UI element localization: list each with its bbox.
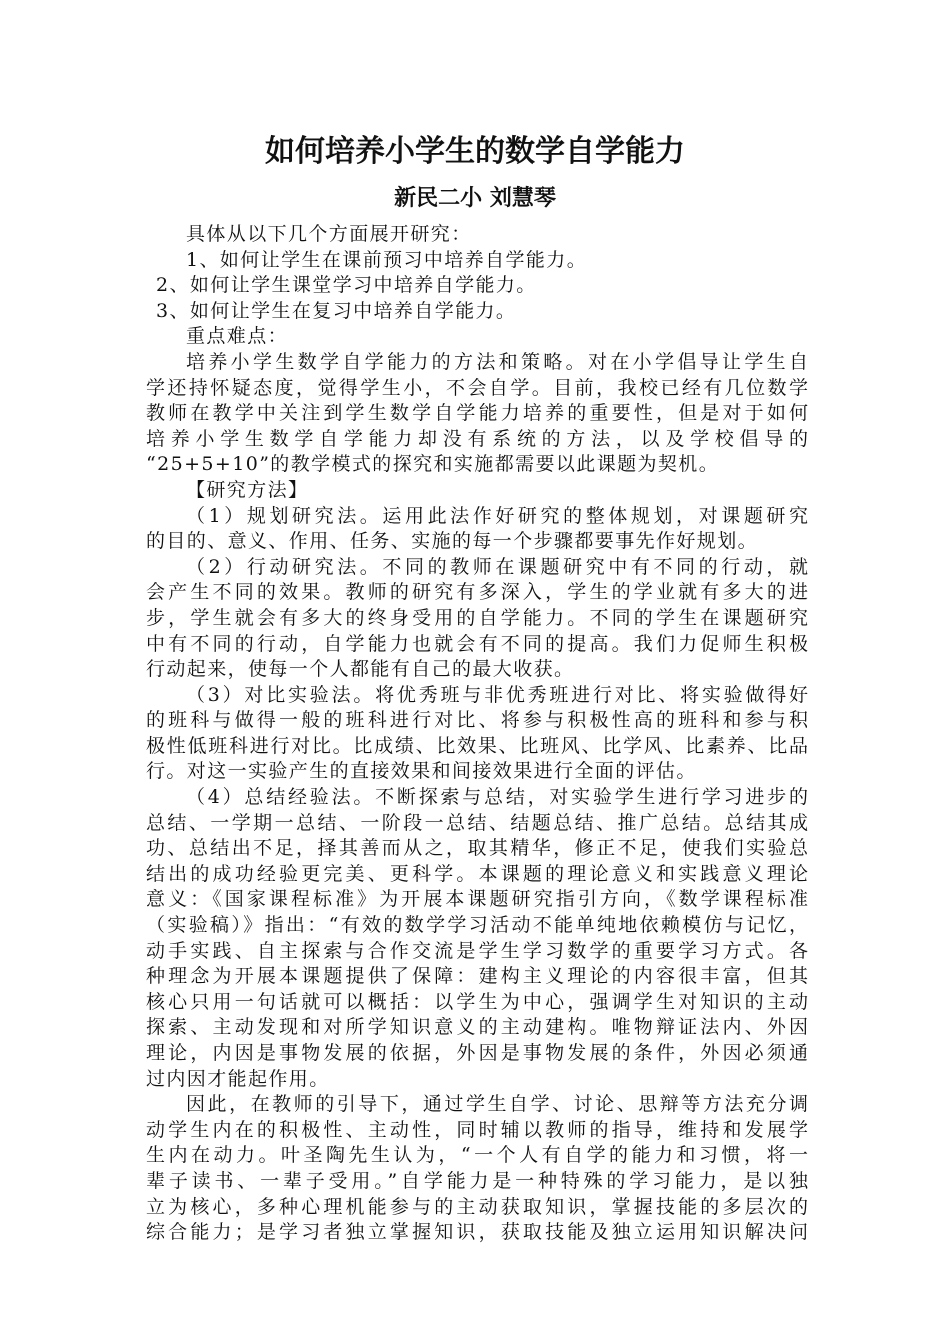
text-line: 3、如何让学生在复习中培养自学能力。 bbox=[156, 299, 517, 322]
text-line: 核心只用一句话就可以概括：以学生为中心，强调学生对知识的主动 bbox=[146, 990, 808, 1013]
text-line: 重点难点： bbox=[186, 325, 289, 348]
text-line: 种理念为开展本课题提供了保障：建构主义理论的内容很丰富，但其 bbox=[146, 965, 808, 988]
text-line: 立为核心，多种心理机能参与的主动获取知识，掌握技能的多层次的 bbox=[146, 1195, 808, 1218]
text-line: 功、总结出不足，择其善而从之，取其精华，修正不足，使我们实验总 bbox=[146, 837, 808, 860]
text-line: 总结、一学期一总结、一阶段一总结、结题总结、推广总结。总结其成 bbox=[146, 811, 808, 834]
text-line: 教师在教学中关注到学生数学自学能力培养的重要性，但是对于如何 bbox=[146, 402, 808, 425]
text-line: （3）对比实验法。将优秀班与非优秀班进行对比、将实验做得好 bbox=[186, 683, 808, 706]
text-line: 因此，在教师的引导下，通过学生自学、讨论、思辩等方法充分调 bbox=[186, 1093, 808, 1116]
text-line: 培养小学生数学自学能力的方法和策略。对在小学倡导让学生自 bbox=[186, 350, 808, 373]
text-line: 2、如何让学生课堂学习中培养自学能力。 bbox=[156, 274, 537, 297]
text-line: 中有不同的行动，自学能力也就会有不同的提高。我们力促师生积极 bbox=[146, 632, 808, 655]
text-line: 生内在动力。叶圣陶先生认为，“一个人有自学的能力和习惯，将一 bbox=[146, 1144, 808, 1167]
text-line: 意义：《国家课程标准》为开展本课题研究指引方向，《数学课程标准 bbox=[146, 888, 808, 911]
text-line: 过内因才能起作用。 bbox=[146, 1067, 330, 1090]
text-line: 理论，内因是事物发展的依据，外因是事物发展的条件，外因必须通 bbox=[146, 1042, 808, 1064]
document-title: 如何培养小学生的数学自学能力 bbox=[265, 134, 685, 169]
text-line: （实验稿）》指出：“有效的数学学习活动不能单纯地依赖模仿与记忆， bbox=[146, 914, 808, 937]
text-line: 动手实践、自主探索与合作交流是学生学习数学的重要学习方式。各 bbox=[146, 939, 808, 962]
text-line: （1）规划研究法。运用此法作好研究的整体规划，对课题研究 bbox=[186, 504, 808, 527]
text-line: 培养小学生数学自学能力却没有系统的方法，以及学校倡导的 bbox=[146, 427, 808, 450]
text-line: 极性低班科进行对比。比成绩、比效果、比班风、比学风、比素养、比品 bbox=[146, 734, 808, 757]
text-line: “25+5+10”的教学模式的探究和实施都需要以此课题为契机。 bbox=[146, 453, 720, 476]
text-line: （4）总结经验法。不断探索与总结，对实验学生进行学习进步的 bbox=[186, 786, 808, 809]
text-line: 的目的、意义、作用、任务、实施的每一个步骤都要事先作好规划。 bbox=[146, 530, 759, 553]
text-line: 行动起来，使每一个人都能有自己的最大收获。 bbox=[146, 658, 575, 681]
text-line: 具体从以下几个方面展开研究： bbox=[186, 223, 472, 245]
text-line: 会产生不同的效果。教师的研究有多深入，学生的学业就有多大的进 bbox=[146, 581, 808, 604]
text-line: 综合能力；是学习者独立掌握知识，获取技能及独立运用知识解决问 bbox=[146, 1221, 808, 1244]
text-line: 1、如何让学生在课前预习中培养自学能力。 bbox=[186, 248, 588, 271]
text-line: 的班科与做得一般的班科进行对比、将参与积极性高的班科和参与积 bbox=[146, 709, 808, 732]
text-line: 结出的成功经验更完美、更科学。本课题的理论意义和实践意义理论 bbox=[146, 862, 808, 885]
text-line: 学还持怀疑态度，觉得学生小，不会自学。目前，我校已经有几位数学 bbox=[146, 376, 808, 399]
document-author: 新民二小 刘慧琴 bbox=[394, 186, 556, 211]
document-body bbox=[146, 222, 808, 1246]
text-line: 步，学生就会有多大的终身受用的自学能力。不同的学生在课题研究 bbox=[146, 606, 808, 629]
text-line: 辈子读书、一辈子受用。”自学能力是一种特殊的学习能力，是以独 bbox=[146, 1169, 808, 1192]
text-line: （2）行动研究法。不同的教师在课题研究中有不同的行动，就 bbox=[186, 555, 808, 578]
text-line: 探索、主动发现和对所学知识意义的主动建构。唯物辩证法内、外因 bbox=[146, 1016, 808, 1039]
text-line: 行。对这一实验产生的直接效果和间接效果进行全面的评估。 bbox=[146, 760, 697, 783]
text-line: 动学生内在的积极性、主动性，同时辅以教师的指导，维持和发展学 bbox=[146, 1118, 808, 1141]
text-line: 【研究方法】 bbox=[186, 478, 309, 501]
